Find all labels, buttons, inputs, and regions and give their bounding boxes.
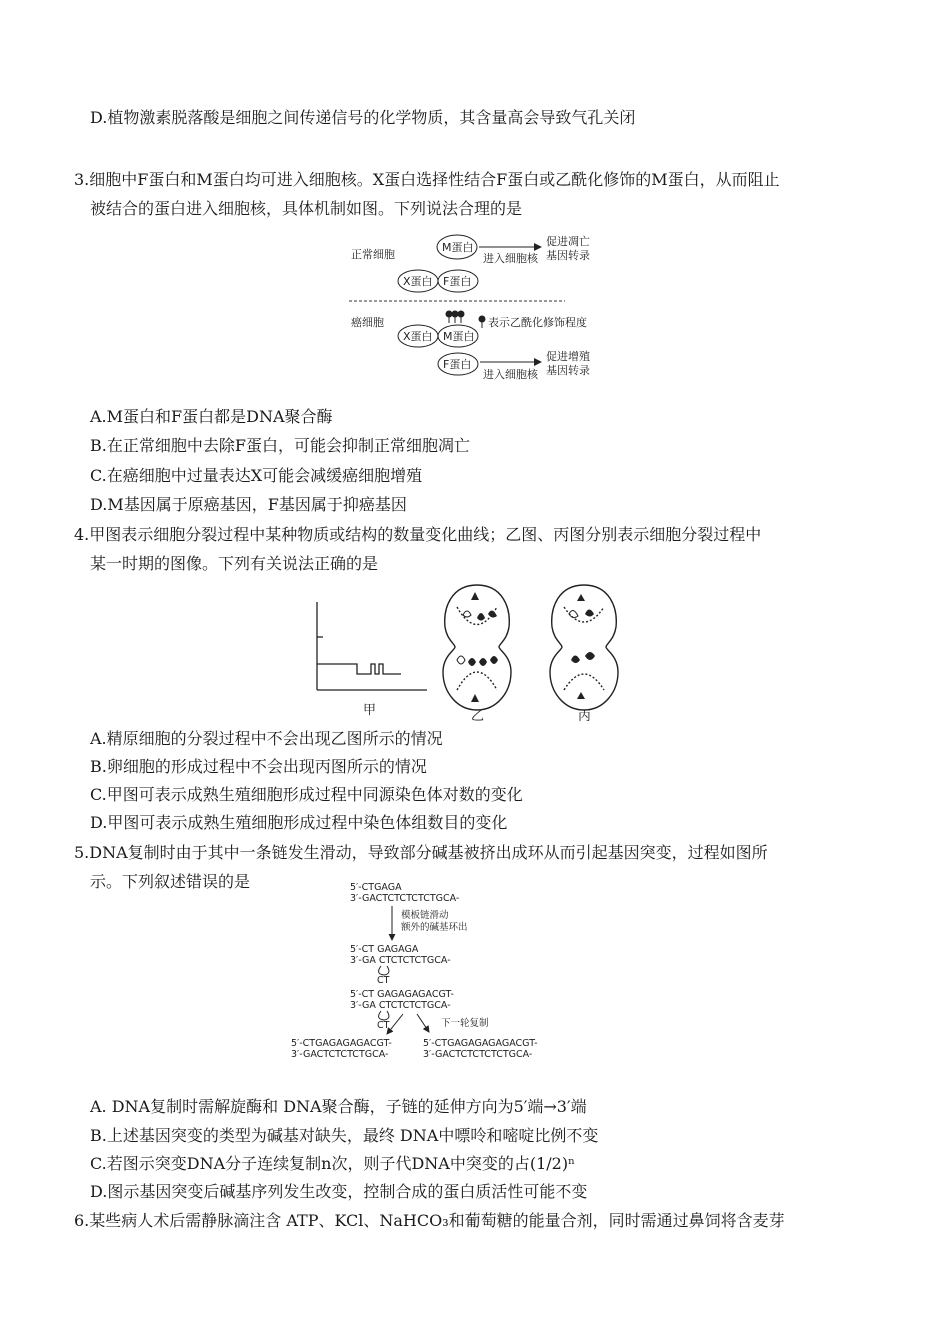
result-1a: 5′-CTGAGAGAGACGT- [291,1038,392,1049]
q2-option-d: D.植物激素脱落酸是细胞之间传递信号的化学物质，其含量高会导致气孔关闭 [90,108,636,127]
q4-figures [305,582,645,724]
q3-stem-line2: 被结合的蛋白进入细胞核，具体机制如图。下列说法合理的是 [90,199,523,218]
normal-cell-label: 正常细胞 [351,248,395,261]
q3-stem-line1: 3.细胞中F蛋白和M蛋白均可进入细胞核。X蛋白选择性结合F蛋白或乙酰化修饰的M蛋白，从而阻止 [74,170,780,189]
f-protein-label-cancer: F蛋白 [443,358,472,371]
q3-option-c: C.在癌细胞中过量表达X可能会减缓癌细胞增殖 [90,466,423,485]
seq-2b: 3′-GA CTCTCTCTGCA- [350,955,451,966]
q5-stem-line1: 5.DNA复制时由于其中一条链发生滑动，导致部分碱基被挤出成环从而引起基因突变，过程如图所 [74,843,768,862]
yi-chromosomes [457,592,498,702]
x-protein-label-cancer: X蛋白 [403,330,433,343]
apoptosis-label-1: 促进凋亡 [546,235,590,248]
q5-dna-slippage-figure [285,880,575,1065]
q5-option-c: C.若图示突变DNA分子连续复制n次，则子代DNA中突变的占(1/2)ⁿ [90,1154,575,1173]
next-round-label: 下一轮复制 [441,1018,489,1029]
jia-graph [317,602,427,690]
q3-mechanism-figure [345,230,615,385]
q3-option-b: B.在正常细胞中去除F蛋白，可能会抑制正常细胞凋亡 [90,436,470,455]
q4-stem-line2: 某一时期的图像。下列有关说法正确的是 [90,554,379,573]
q3-option-a: A.M蛋白和F蛋白都是DNA聚合酶 [90,407,333,426]
proliferation-label-2: 基因转录 [546,364,590,377]
m-protein-label: M蛋白 [442,241,474,254]
bing-label: 丙 [578,709,592,724]
bing-cell [550,585,618,710]
apoptosis-label-2: 基因转录 [546,249,590,262]
q4-option-a: A.精原细胞的分裂过程中不会出现乙图所示的情况 [90,729,443,748]
result-2b: 3′-GACTCTCTCTCTGCA- [423,1049,533,1060]
q4-option-d: D.甲图可表示成熟生殖细胞形成过程中染色体组数目的变化 [90,813,508,832]
annotation-slip: 模板链滑动 [401,910,449,921]
x-protein-label-normal: X蛋白 [403,275,433,288]
seq-3b: 3′-GA CTCTCTCTGCA- [350,1000,451,1011]
q5-option-b: B.上述基因突变的类型为碱基对缺失，最终 DNA中嘌呤和嘧啶比例不变 [90,1126,599,1145]
loop-ct-2: CT [377,1020,390,1031]
loop-ct-1: CT [377,975,390,986]
q5-stem-line2: 示。下列叙述错误的是 [90,872,251,891]
enter-nucleus-label-2: 进入细胞核 [483,368,538,381]
seq-1a: 5′-CTGAGA [350,882,402,893]
seq-2a: 5′-CT GAGAGA [350,944,419,955]
jia-label: 甲 [363,703,377,718]
q4-stem-line1: 4.甲图表示细胞分裂过程中某种物质或结构的数量变化曲线；乙图、丙图分别表示细胞分裂过程中 [74,525,762,544]
proliferation-label-1: 促进增殖 [546,350,590,363]
acetylation-legend: 表示乙酰化修饰程度 [488,316,587,329]
annotation-loop: 额外的碱基环出 [401,922,468,933]
q5-option-d: D.图示基因突变后碱基序列发生改变，控制合成的蛋白质活性可能不变 [90,1182,588,1201]
q6-stem-line1: 6.某些病人术后需静脉滴注含 ATP、KCl、NaHCO₃和葡萄糖的能量合剂，同时需通过鼻饲将含麦芽 [74,1211,785,1230]
m-protein-label-cancer: M蛋白 [443,330,475,343]
q3-option-d: D.M基因属于原癌基因，F基因属于抑癌基因 [90,495,407,514]
seq-3a: 5′-CT GAGAGAGACGT- [350,989,454,1000]
result-1b: 3′-GACTCTCTCTGCA- [291,1049,389,1060]
f-protein-label-normal: F蛋白 [443,275,472,288]
q4-option-c: C.甲图可表示成熟生殖细胞形成过程中同源染色体对数的变化 [90,785,523,804]
q4-option-b: B.卵细胞的形成过程中不会出现丙图所示的情况 [90,757,427,776]
yi-cell [443,585,511,710]
result-2a: 5′-CTGAGAGAGAGACGT- [423,1038,538,1049]
cancer-cell-label: 癌细胞 [351,316,384,329]
q5-option-a: A. DNA复制时需解旋酶和 DNA聚合酶，子链的延伸方向为5′端→3′端 [90,1097,587,1116]
seq-1b: 3′-GACTCTCTCTCTGCA- [350,893,460,904]
yi-label: 乙 [471,709,485,724]
bing-chromosomes [569,594,595,699]
enter-nucleus-label-1: 进入细胞核 [483,252,538,265]
